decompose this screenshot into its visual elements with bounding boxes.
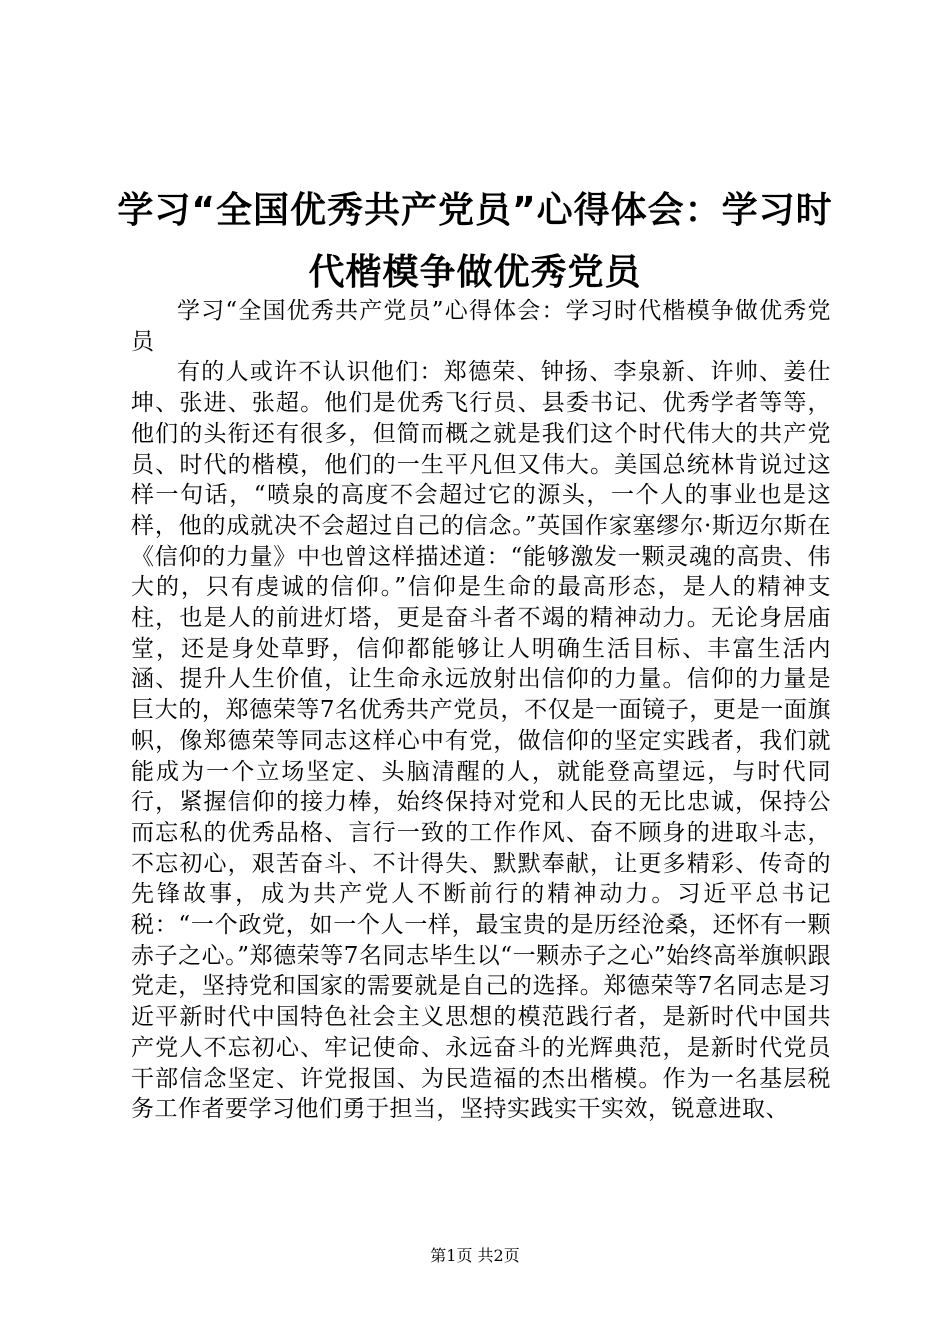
document-title [110,180,840,304]
page-footer: 第1页 共2页 [430,1246,520,1265]
document-body [131,296,831,1125]
title-line-1: 学习“全国优秀共产党员”心得体会：学习时 [117,190,833,231]
paragraph-subtitle: 学习“全国优秀共产党员”心得体会：学习时代楷模争做优秀党员 [131,298,831,355]
title-line-2: 代楷模争做优秀党员 [308,252,642,293]
paragraph-main: 有的人或许不认识他们：郑德荣、钟扬、李泉新、许帅、姜仕坤、张进、张超。他们是优秀飞行员、县委书记、优秀学者等等，他们的头衔还有很多，但简而概之就是我们这个时代伟大的共产党员、时代的楷模，他们的一生平凡但又伟大。美国总统林肯说过这样一句话，“喷泉的高度不会超过它的源头，一个人的事业也是这样，他的成就决不会超过自己的信念。”英国作家塞缪尔·斯迈尔斯在《信仰的力量》中也曾这样描述道：“能够激发一颗灵魂的高贵、伟大的，只有虔诚的信仰。”信仰是生命的最高形态，是人的精神支柱，也是人的前进灯塔，更是奋斗者不竭的精神动力。无论身居庙堂，还是身处草野，信仰都能够让人明确生活目标、丰富生活内涵、提升人生价值，让生命永远放射出信仰的力量。信仰的力量是巨大的，郑德荣等7名优秀共产党员，不仅是一面镜子，更是一面旗帜，像郑德荣等同志这样心中有党，做信仰的坚定实践者，我们就能成为一个立场坚定、头脑清醒的人，就能登高望远，与时代同行，紧握信仰的接力棒，始终保持对党和人民的无比忠诚，保持公而忘私的优秀品格、言行一致的工作作风、奋不顾身的进取斗志，不忘初心，艰苦奋斗、不计得失、默默奉献，让更多精彩、传奇的先锋故事，成为共产党人不断前行的精神动力。习近平总书记税：“一个政党，如一个人一样，最宝贵的是历经沧桑，还怀有一颗赤子之心。”郑德荣等7名同志毕生以“一颗赤子之心”始终高举旗帜跟党走，坚持党和国家的需要就是自己的选择。郑德荣等7名同志是习近平新时代中国特色社会主义思想的模范践行者，是新时代中国共产党人不忘初心、牢记使命、永远奋斗的光辉典范，是新时代党员干部信念坚定、许党报国、为民造福的杰出楷模。作为一名基层税务工作者要学习他们勇于担当，坚持实践实干实效，锐意进取、 [131,359,831,1123]
